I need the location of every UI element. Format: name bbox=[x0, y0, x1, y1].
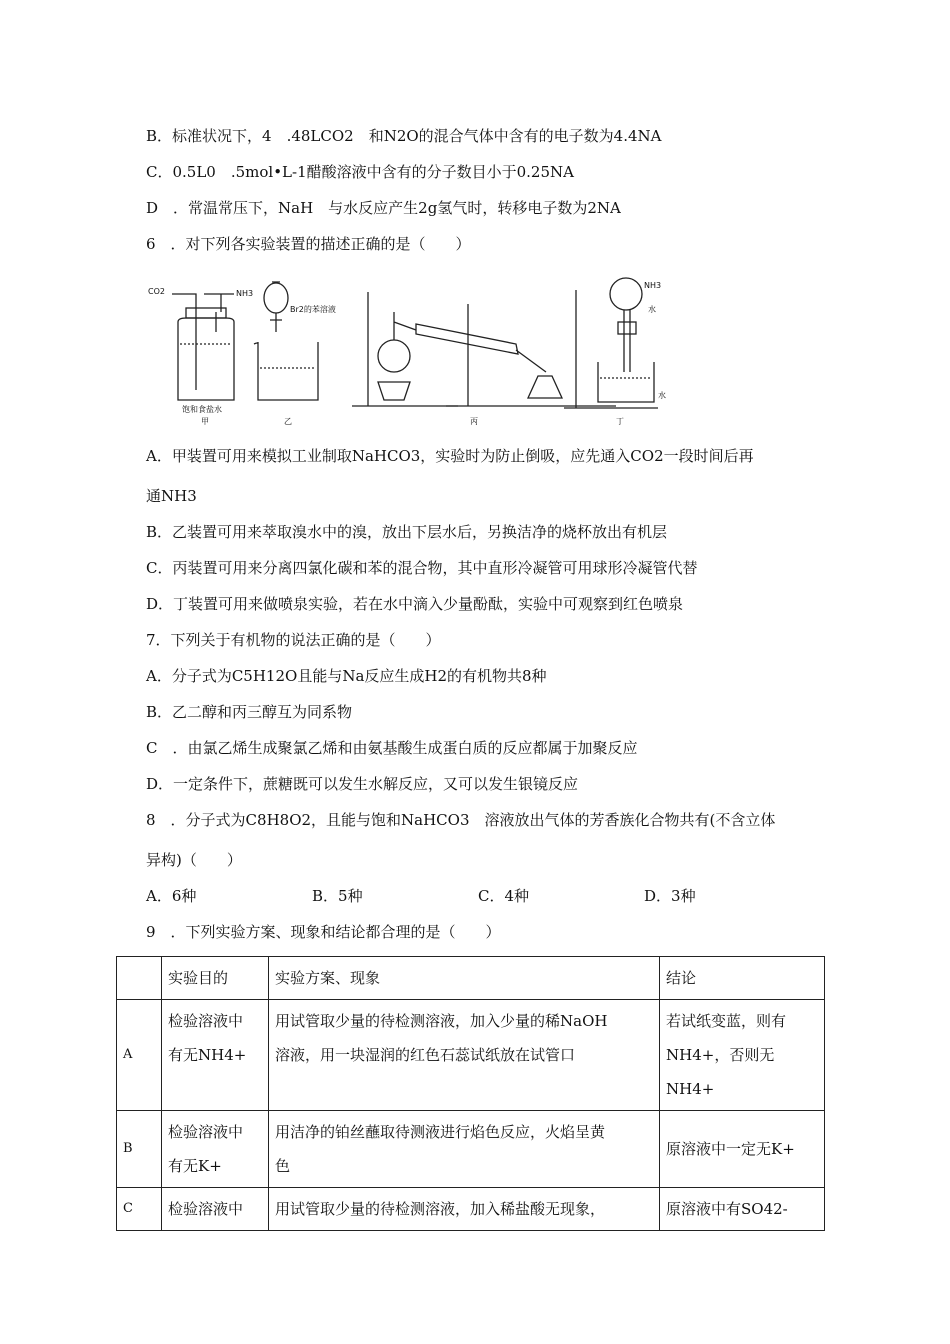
line-5b: B．标准状况下，4 .48LCO2 和N2O的混合气体中含有的电子数为4.4NA bbox=[146, 127, 662, 145]
option-7d: D．一定条件下，蔗糖既可以发生水解反应，又可以发生银镜反应 bbox=[146, 775, 579, 793]
purpose-cell: 检验溶液中 bbox=[162, 1188, 269, 1231]
label-bing: 丙 bbox=[470, 417, 478, 426]
label-jia: 甲 bbox=[201, 417, 209, 426]
conclusion-cell: 原溶液中有SO42- bbox=[660, 1188, 825, 1231]
method-cell: 用洁净的铂丝蘸取待测液进行焰色反应，火焰呈黄 色 bbox=[269, 1111, 660, 1188]
option-6c: C．丙装置可用来分离四氯化碳和苯的混合物，其中直形冷凝管可用球形冷凝管代替 bbox=[146, 559, 698, 577]
question-6: 6 ．对下列各实验装置的描述正确的是（ ） bbox=[146, 235, 471, 253]
option-6d: D．丁装置可用来做喷泉实验，若在水中滴入少量酚酞，实验中可观察到红色喷泉 bbox=[146, 595, 684, 613]
label-jia-bottle: 饱和食盐水 bbox=[182, 405, 222, 414]
table-header: 实验方案、现象 bbox=[269, 957, 660, 1000]
row-label: B bbox=[117, 1111, 162, 1188]
label-nh3-d: NH3 bbox=[644, 281, 662, 290]
option-8c: C．4种 bbox=[478, 887, 530, 905]
experiment-table bbox=[116, 956, 825, 1231]
label-water-bottom: 水 bbox=[658, 391, 666, 400]
question-8-cont: 异构)（ ） bbox=[146, 851, 242, 869]
purpose-cell: 检验溶液中 有无K+ bbox=[162, 1111, 269, 1188]
table-row bbox=[117, 1111, 825, 1188]
purpose-cell: 检验溶液中 有无NH4+ bbox=[162, 1000, 269, 1111]
line-5d: D ．常温常压下，NaH 与水反应产生2g氢气时，转移电子数为2NA bbox=[146, 199, 621, 217]
question-7: 7．下列关于有机物的说法正确的是（ ） bbox=[146, 631, 441, 649]
option-7b: B．乙二醇和丙三醇互为同系物 bbox=[146, 703, 353, 721]
label-yi-funnel: Br2的苯溶液 bbox=[290, 305, 336, 314]
table-header bbox=[117, 957, 162, 1000]
label-yi: 乙 bbox=[284, 417, 292, 426]
question-9: 9 ．下列实验方案、现象和结论都合理的是（ ） bbox=[146, 923, 501, 941]
table-header-row bbox=[117, 957, 825, 1000]
option-6a-cont: 通NH3 bbox=[146, 487, 197, 505]
method-cell: 用试管取少量的待检测溶液，加入稀盐酸无现象， bbox=[269, 1188, 660, 1231]
option-6a: A．甲装置可用来模拟工业制取NaHCO3，实验时为防止倒吸，应先通入CO2一段时间后再 bbox=[146, 447, 754, 465]
option-8b: B．5种 bbox=[312, 887, 363, 905]
conclusion-cell: 若试纸变蓝，则有 NH4+，否则无NH4+ bbox=[660, 1000, 825, 1111]
table-row bbox=[117, 1000, 825, 1111]
method-cell: 用试管取少量的待检测溶液，加入少量的稀NaOH 溶液，用一块湿润的红色石蕊试纸放在试管口 bbox=[269, 1000, 660, 1111]
option-7c: C ．由氯乙烯生成聚氯乙烯和由氨基酸生成蛋白质的反应都属于加聚反应 bbox=[146, 739, 638, 757]
option-8d: D．3种 bbox=[644, 887, 696, 905]
table-row bbox=[117, 1188, 825, 1231]
label-nh3-a: NH3 bbox=[236, 289, 254, 298]
apparatus-figure bbox=[146, 272, 686, 430]
option-8a: A．6种 bbox=[146, 887, 197, 905]
row-label: A bbox=[117, 1000, 162, 1111]
conclusion-cell: 原溶液中一定无K+ bbox=[660, 1111, 825, 1188]
table-header: 实验目的 bbox=[162, 957, 269, 1000]
row-label: C bbox=[117, 1188, 162, 1231]
table-header: 结论 bbox=[660, 957, 825, 1000]
question-8: 8 ．分子式为C8H8O2，且能与饱和NaHCO3 溶液放出气体的芳香族化合物共有(不含立体 bbox=[146, 811, 776, 829]
label-co2: CO2 bbox=[148, 287, 165, 296]
option-7a: A．分子式为C5H12O且能与Na反应生成H2的有机物共8种 bbox=[146, 667, 547, 685]
option-6b: B．乙装置可用来萃取溴水中的溴，放出下层水后，另换洁净的烧杯放出有机层 bbox=[146, 523, 668, 541]
label-water-top: 水 bbox=[648, 305, 656, 314]
line-5c: C．0.5L0 .5mol•L-1醋酸溶液中含有的分子数目小于0.25NA bbox=[146, 163, 574, 181]
label-ding: 丁 bbox=[616, 417, 624, 426]
